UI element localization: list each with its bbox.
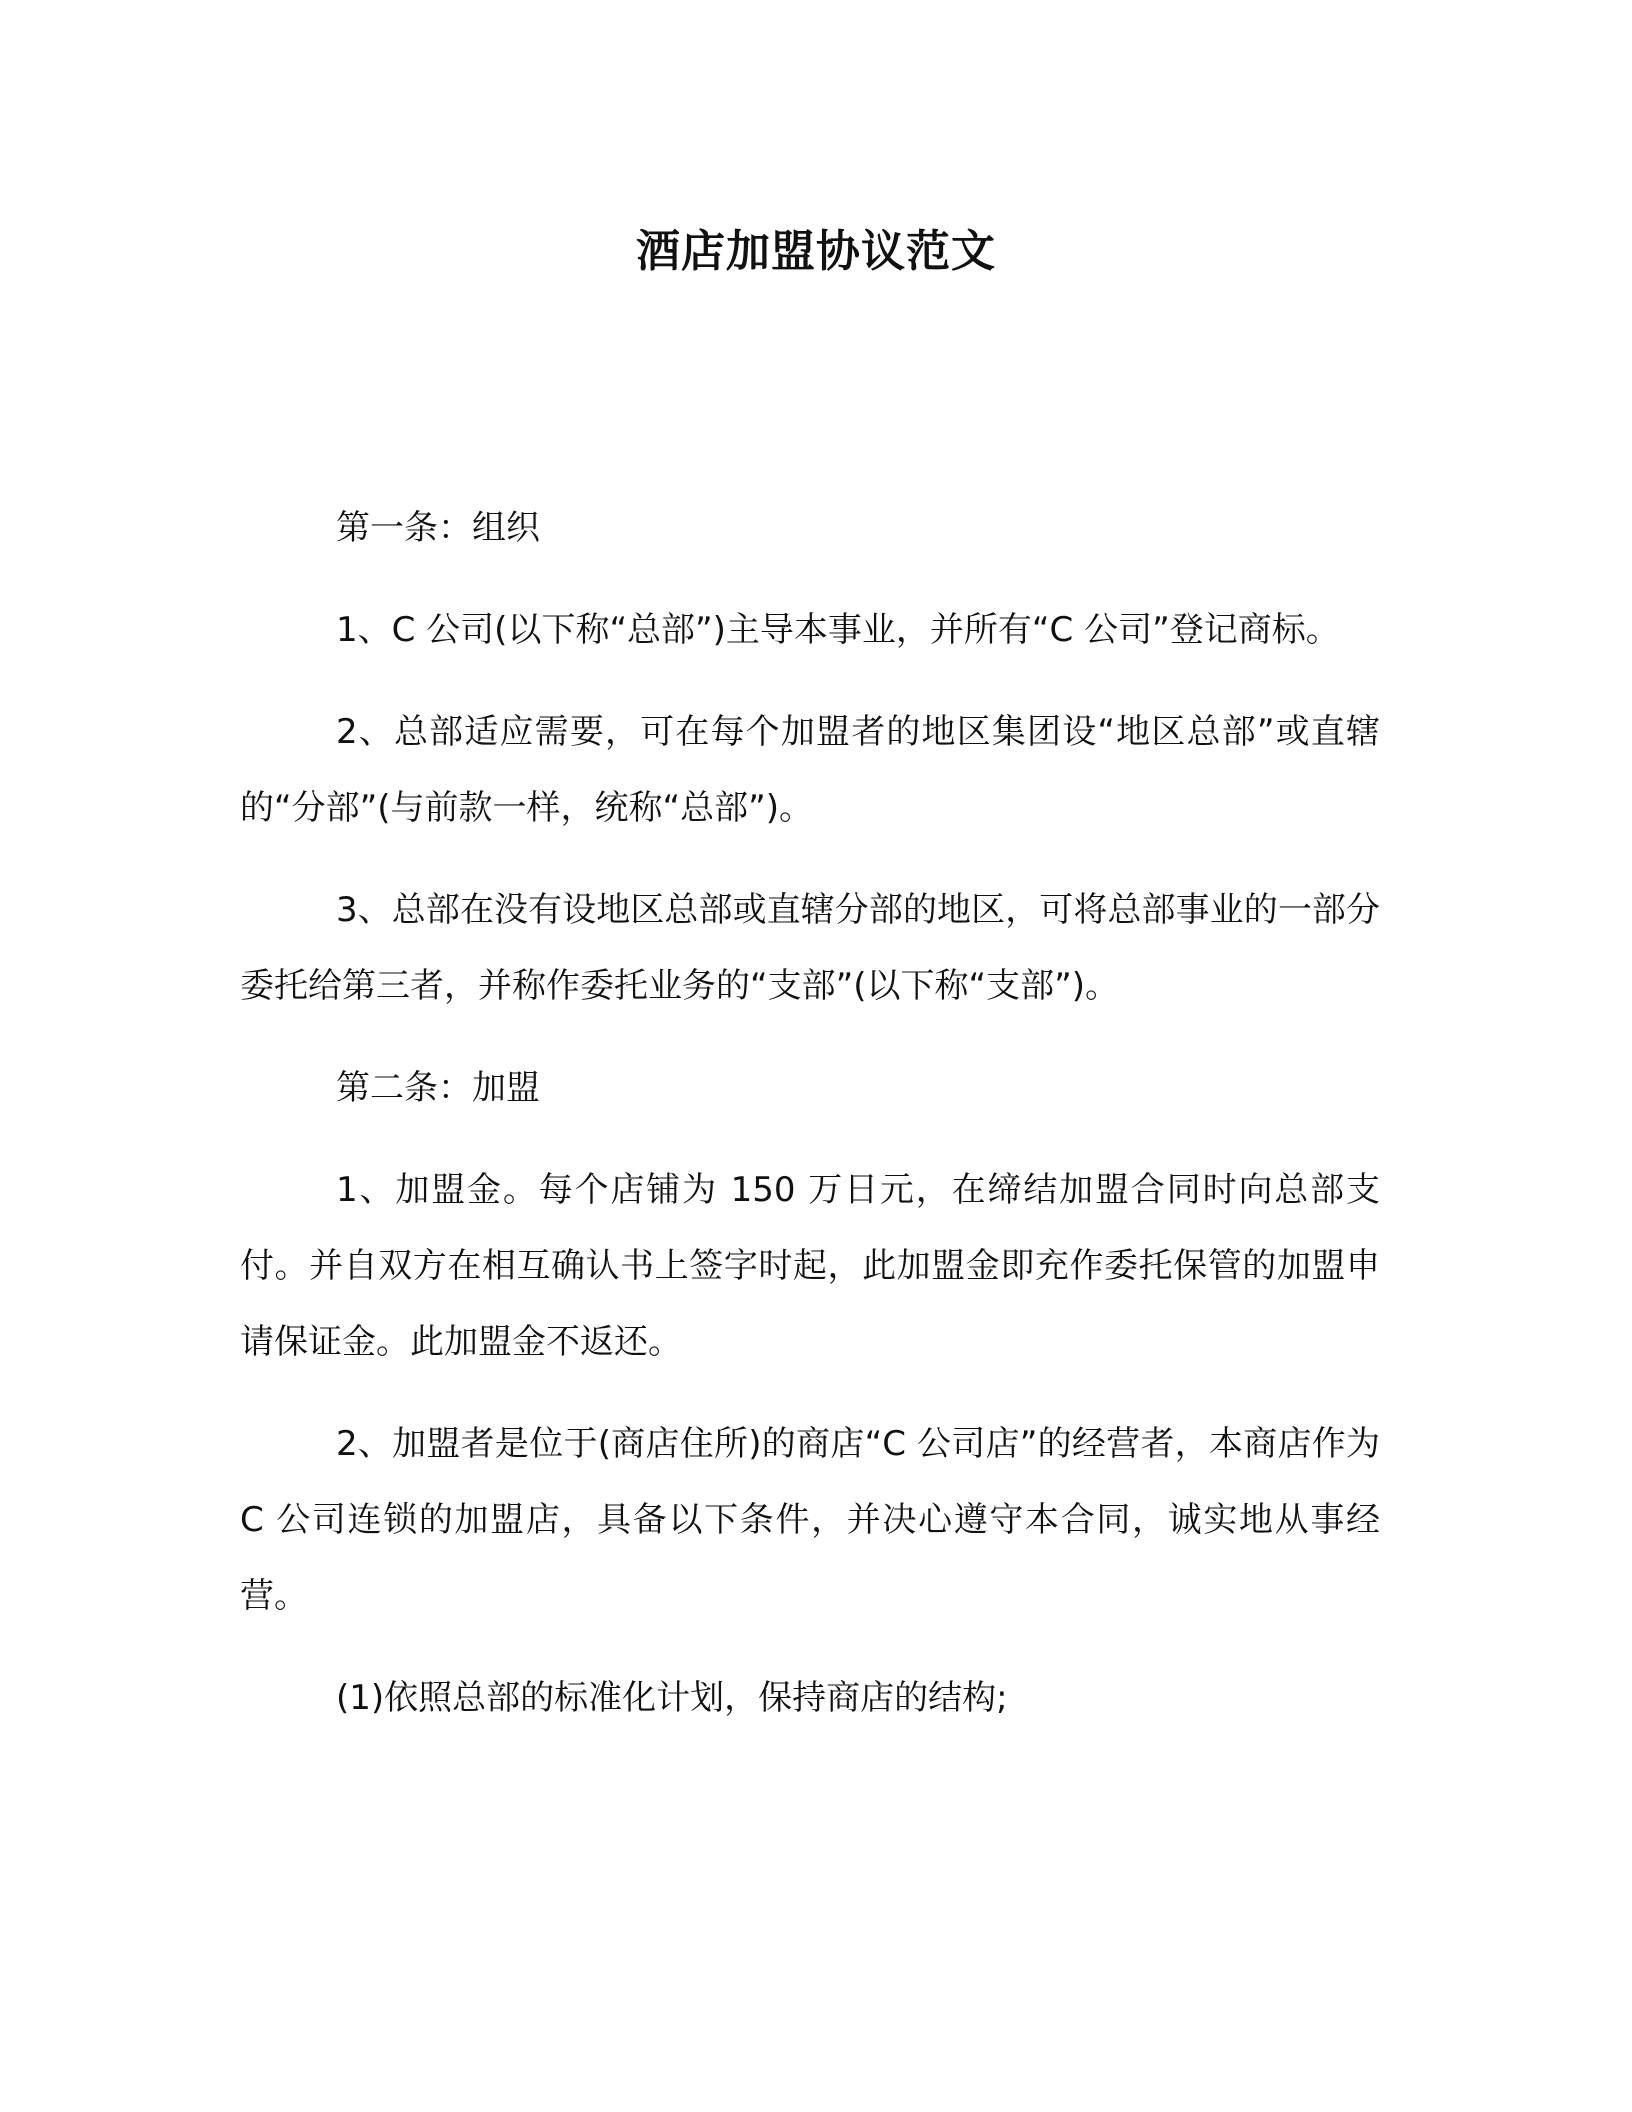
article-1-clause-2: 2、总部适应需要，可在每个加盟者的地区集团设“地区总部”或直辖的“分部”(与前款一样，统称“总部”)。 (240, 712, 1380, 828)
article-2-clause-1: 1、加盟金。每个店铺为 150 万日元，在缔结加盟合同时向总部支付。并自双方在相互确认书上签字时起，此加盟金即充作委托保管的加盟申请保证金。此加盟金不返还。 (240, 1170, 1380, 1362)
document-title: 酒店加盟协议范文 (636, 226, 996, 277)
document-body (240, 490, 1380, 1762)
article-2-condition-1: (1)依照总部的标准化计划，保持商店的结构; (336, 1678, 1008, 1718)
article-1-clause-1: 1、C 公司(以下称“总部”)主导本事业，并所有“C 公司”登记商标。 (336, 610, 1340, 650)
article-2-clause-2: 2、加盟者是位于(商店住所)的商店“C 公司店”的经营者，本商店作为 C 公司连锁的加盟店，具备以下条件，并决心遵守本合同，诚实地从事经营。 (240, 1424, 1380, 1616)
article-1-clause-3: 3、总部在没有设地区总部或直辖分部的地区，可将总部事业的一部分委托给第三者，并称作委托业务的“支部”(以下称“支部”)。 (240, 890, 1380, 1006)
article-2-heading: 第二条：加盟 (336, 1068, 540, 1108)
article-1-heading: 第一条：组织 (336, 508, 540, 548)
